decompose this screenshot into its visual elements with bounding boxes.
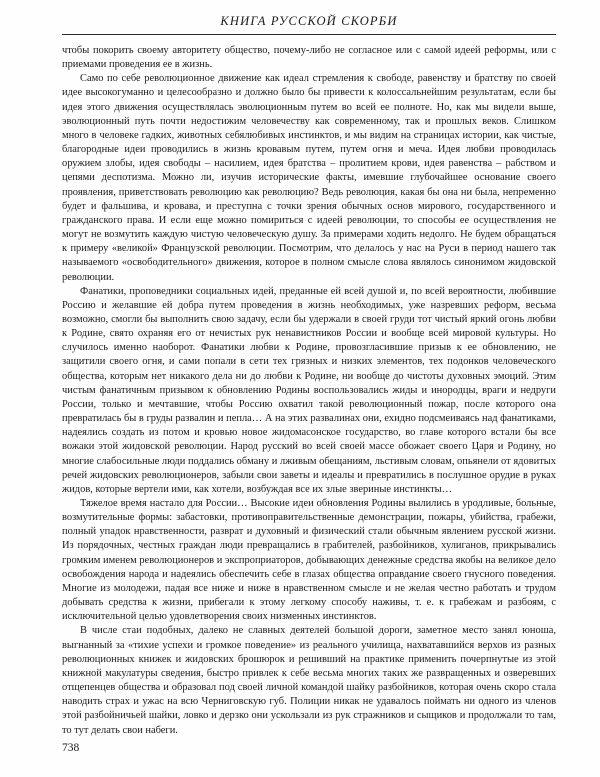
header-rule [62,34,556,35]
paragraph-1: чтобы покорить своему авторитету общество, почему-либо не согласное или с самой идеей реформы, или с приемами проведения ее в жизнь. [62,45,556,71]
paragraph-5: В числе стаи подобных, далеко не славных деятелей большой дороги, заметное место занял юноша, выгнанный за «тихие успехи и громкое поведение» из реального училища, нахватавшийся верхов из разных революционных книжек и жидовских брошюрок и решивший на практике применить почерпнутые из этой книжной макулатуры сведения, быстро привлек к себе весьма многих таких же развращенных и озверевших отщепенцев общества и образовал под своей личной командой шайку разбойников, которая очень скоро стала наводить страх и ужас на всю Черниговскую губ. Полиции никак не удавалось поймать ни одного из членов этой разбойничьей шайки, ловко и дерзко они ускользали из рук стражников и сыщиков и продолжали то там, то тут делать свои набеги. [62,625,556,736]
paragraph-3: Фанатики, проповедники социальных идей, преданные ей всей душой и, по всей вероятности, любившие Россию и желавшие ей добра путем проведения в жизнь необходимых, уже назревших реформ, весьма возможно, смогли бы выполнить свою задачу, если бы удержали в своей груди тот чистый яркий огонь любви к Родине, свято охраняя его от нечистых рук ненавистников России и вообще всей мировой культуры. Но случилось именно наоборот. Фанатики любви к Родине, провозгласившие призыв к ее обновлению, не защитили своего огня, и сами попали в сети тех грязных и низких элементов, тех подонков человеческого общества, которым нет никакого дела ни до любви к Родине, ни вообще до чистоты духовных эмоций. Этим чистым фанатичным призывом к обновлению Родины воспользовались жиды и инородцы, враги и недруги России, только и мечтавшие, чтобы Россию охватил такой революционный пожар, после которого она превратилась бы в груды развалин и пепла… А на этих развалинах они, ехидно подсмеиваясь над фанатиками, надеялись создать из потом и кровью новое жидомасонское государство, во главе которого встали бы все вожаки этой жидовской революции. Народ русский во всей своей массе обожает своего Царя и Родину, но многие слабосильные люди поддались обману и лживым обещаниям, льстивым словам, опьянели от ядовитых речей жидовских революционеров, забыли свои заветы и идеалы и превратились в послушное орудие в руках жидов, которые вертели ими, как хотели, возбуждая все их злые звериные инстинкты… [62,285,556,495]
paragraph-4: Тяжелое время настало для России… Высокие идеи обновления Родины вылились в уродливые, больные, возмутительные формы: забастовки, противоправительственные демонстрации, пожары, убийства, грабежи, полный упадок нравственности, разврат и духовный и физический стали обычным явлением русской жизни. Из порядочных, честных граждан люди превращались в грабителей, разбойников, хулиганов, прикрывались громким именем революционеров и экспроприаторов, добывающих денежные средства якобы на великое дело освобождения народа и надеялись обеспечить себе в глазах общества оправдание своего гнусного поведения. Многие из молодежи, падая все ниже и ниже в нравственном смысле и не желая честно работать и трудом добывать средства к жизни, прибегали к этому легкому способу наживы, т. е. к грабежам и разбоям, с исключительной целью удовлетворения своих низменных инстинктов. [62,498,556,623]
paragraph-2: Само по себе революционное движение как идеал стремления к свободе, равенству и братству по своей идее высокогуманно и целесообразно и должно было бы привести к колоссальнейшим результатам, если бы идея этого движения осуществлялась эволюционным путем во всей ее полноте. Но, как мы видели выше, эволюционный путь почти недостижим человечеству как современному, так и прошлых веков. Слишком много в человеке гадких, животных себялюбивых инстинктов, и мы видим на страницах истории, как чистые, благородные идеи проводились в жизнь кровавым путем, путем огня и меча. Идея любви проводилась оружием злобы, идея свободы – насилием, идея братства – пролитием крови, идея равенства – рабством и цепями деспотизма. Можно ли, изучив исторические факты, имевшие глубочайшее основание своего проявления, приветствовать революцию как революцию? Ведь революция, какая бы она ни была, непременно будет и фальшива, и кровава, и преступна с точки зрения обычных основ мирового, государственного и гражданского права. И если еще можно помириться с идеей революции, то способы ее осуществления не могут не возмутить каждую чистую человеческую душу. За примерами ходить недолго. Не будем обращаться к примеру «великой» Французской революции. Посмотрим, что делалось у нас на Руси в период нашего так называемого «освободительного» движения, которое в полном смысле слова являлось синонимом жидовской революции. [62,73,556,283]
body-text [62,44,556,736]
page-number: 738 [62,742,80,754]
running-head: КНИГА РУССКОЙ СКОРБИ [220,14,398,28]
